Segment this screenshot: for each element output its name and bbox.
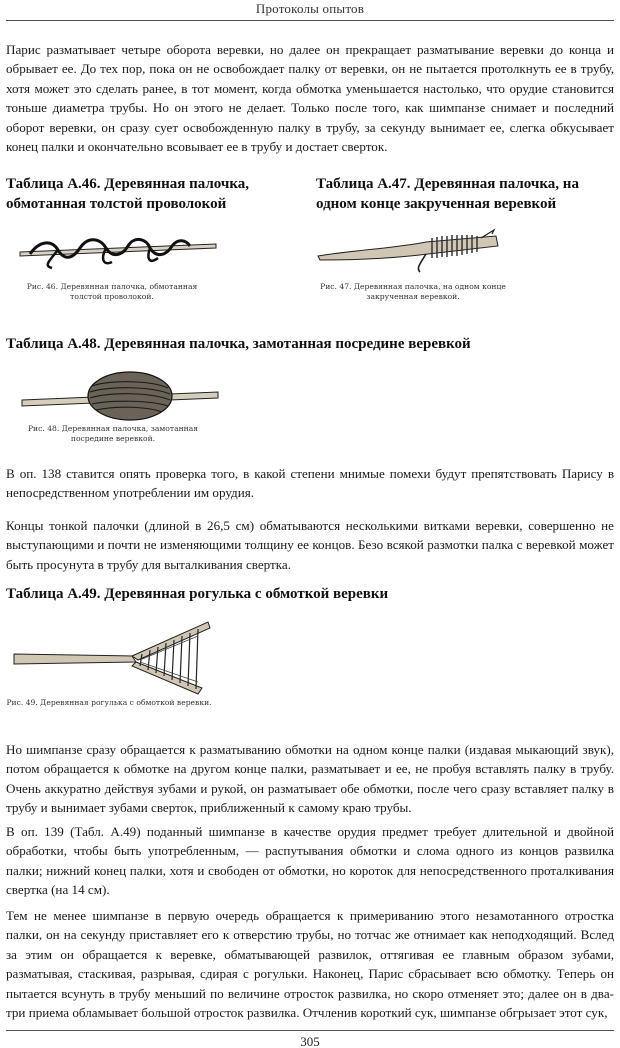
page-footer [0,1022,620,1048]
table-a46-heading: Таблица А.46. Деревянная палочка, обмотанная толстой проволокой [6,176,250,212]
footer-rule [6,1030,614,1031]
paragraph-3: Концы тонкой палочки (длиной в 26,5 см) обматываются несколькими витками веревки, совершенно не выступающими и почти не изменяющими толщину ее концов. Безо всякой размотки палка с веревкой может быть просунута в трубу для выталкивания свертка. [6,518,614,572]
paragraph-2: В оп. 138 ставится опять проверка того, в какой степени мнимые помехи будут препятствовать Парису в непосредственном употреблении им орудия. [6,466,614,501]
paragraph-4: Но шимпанзе сразу обращается к разматыванию обмотки на одном конце палки (издавая мыкающий звук), потом обращается к обмотке на другом конце палки, разматывает и ее, не пробуя вставлять палку в трубу. Очень аккуратно действуя зубами и рукой, он разматывает обе обмотки, после чего сразу вставляет палку в трубу и вынимает зубами сверток, приближенный к самому краю трубы. [6,742,614,816]
table-a49-heading: Таблица А.49. Деревянная рогулька с обмоткой веревки [6,586,389,602]
table-a47-heading: Таблица А.47. Деревянная палочка, на одном конце закрученная веревкой [316,176,579,212]
running-header-title: Протоколы опытов [255,1,365,16]
forked-stick-illustration [12,616,212,696]
paragraph-5: В оп. 139 (Табл. А.49) поданный шимпанзе в качестве орудия предмет требует длительной и двойной обработки, чтобы быть употребленным, — распутывания обмотки и слома одного из концов развилка палки; нижний конец палки, хотя и свободен от обмотки, но короток для непосредственного проталкивания свертка (на 14 см). [6,824,614,898]
figure-49 [12,616,212,696]
stick-rope-middle-illustration [20,370,220,422]
header-rule [6,20,614,21]
figure-48-caption: Рис. 48. Деревянная палочка, замотанная посредине веревкой. [27,424,199,443]
figure-47 [316,224,506,274]
figure-46-caption: Рис. 46. Деревянная палочка, обмотанная толстой проволокой. [26,282,198,301]
paragraph-6: Тем не менее шимпанзе в первую очередь обращается к примериванию этого незамотанного отростка палки, он на секунду приставляет его к отверстию трубы, но тотчас же отнимает как неподходящий. Вслед за этим он обращается к веревке, обматывающей развилок, оттягивая ее главным образом зубами, разматывая, стаскивая, разрывая, сдирая с рогульки. Наконец, Парис сбрасывает всю обмотку. Теперь он пытается всунуть в трубу меньший по величине отросток развилка, но скоро отменяет это; далее он в два-три приема обламывает большой отросток развилка. Отчленив короткий сук, шимпанзе обгрызает этот сук, [6,908,614,1021]
stick-rope-end-illustration [316,224,506,274]
figure-46 [18,226,218,272]
running-header [0,0,620,22]
figure-49-caption: Рис. 49. Деревянная рогулька с обмоткой веревки. [6,698,212,707]
stick-wire-illustration [18,226,218,272]
figure-48 [20,370,220,422]
paragraph-1: Парис разматывает четыре оборота веревки, но далее он прекращает разматывание веревки до конца и обрывает ее. До тех пор, пока он не освобождает палку от веревки, он не пытается протолкнуть ее в трубу, хотя может это сделать ранее, в тот момент, когда обмотка уменьшается настолько, что орудие становится тоньше диаметра трубы. Но он этого не делает. Только после того, как шимпанзе снимает и последний оборот веревки, он сразу сует освобожденную палку в трубу, за секунду вынимает ее, слегка обкусывает конец палки и окончательно всовывает ее в трубу и достает сверток. [6,42,614,155]
page-number: 305 [300,1034,320,1048]
table-a48-heading: Таблица А.48. Деревянная палочка, замотанная посредине веревкой [6,336,471,352]
figure-47-caption: Рис. 47. Деревянная палочка, на одном конце закрученная веревкой. [320,282,506,301]
